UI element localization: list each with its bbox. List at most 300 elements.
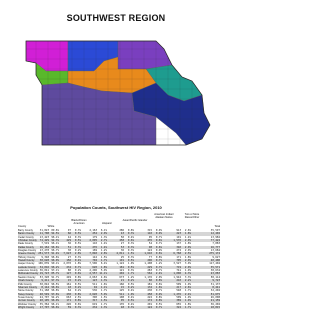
table-cell-black: 171 — [66, 299, 71, 303]
table-cell-asian: 181 — [119, 265, 124, 269]
table-cell-white-pct: 96.1% — [51, 302, 59, 306]
table-cell-hispanic: 620 — [92, 265, 97, 269]
table-cell-asian-pct: 0.3% — [127, 249, 134, 253]
table-cell-county: Texas County — [18, 295, 34, 299]
table-cell-white-pct: 96.1% — [51, 242, 59, 246]
table-cell-other: 191 — [176, 235, 181, 239]
table-cell-american-indian: 132 — [147, 285, 152, 289]
table-cell-other: 599 — [176, 282, 181, 286]
table-cell-asian-pct: 0.3% — [127, 305, 134, 309]
table-cell-hispanic-pct: 4.6% — [100, 275, 107, 279]
region-map — [6, 35, 224, 148]
table-cell-american-indian-pct: 0.9% — [155, 292, 162, 296]
table-cell-white-pct: 96.0% — [51, 299, 59, 303]
table-cell-county: Vernon County — [18, 299, 35, 303]
table-cell-black-pct: 0.2% — [74, 289, 81, 293]
table-cell-black: 15 — [67, 279, 71, 283]
table-cell-american-indian: 110 — [147, 232, 152, 236]
table-cell-county: Laclede County — [18, 265, 36, 269]
table-cell-other-pct: 1.4% — [184, 235, 191, 239]
table-cell-other-pct: 1.9% — [184, 282, 191, 286]
table-cell-county: Howell County — [18, 259, 35, 263]
table-cell-white-pct: 94.2% — [51, 295, 59, 299]
table-cell-american-indian-pct: 0.6% — [155, 245, 162, 249]
table-cell-total: 7,883 — [212, 242, 220, 246]
table-cell-other: 210 — [176, 279, 181, 283]
table-cell-black-pct: 0.8% — [74, 299, 81, 303]
table-cell-hispanic: 142 — [92, 255, 97, 259]
table-cell-other: 223 — [176, 232, 181, 236]
table-cell-asian-pct: 0.3% — [127, 232, 134, 236]
table-cell-hispanic-pct: 1.3% — [100, 235, 107, 239]
table-cell-asian-pct: 0.3% — [127, 245, 134, 249]
table-cell-american-indian-pct: 0.7% — [155, 235, 162, 239]
missouri-region-map-svg — [6, 35, 224, 148]
table-cell-white-pct: 96.5% — [51, 282, 59, 286]
table-cell-asian-pct: 1.7% — [127, 272, 134, 276]
table-cell-white: 34,016 — [39, 265, 49, 269]
table-cell-american-indian: 77 — [148, 255, 152, 259]
table-cell-asian: 50 — [120, 235, 124, 239]
table-cell-other: 272 — [176, 249, 181, 253]
table-cell-american-indian: 435 — [147, 239, 152, 243]
table-cell-asian: 191 — [119, 259, 124, 263]
table-cell-asian-pct: 0.8% — [127, 229, 134, 232]
table-cell-total: 9,627 — [212, 255, 220, 259]
table-cell-county: Taney County — [18, 292, 34, 296]
table-cell-other: 1,942 — [173, 275, 181, 279]
table-cell-asian: 125 — [119, 289, 124, 293]
table-cell-american-indian: 458 — [147, 292, 152, 296]
table-cell-hispanic: 169 — [92, 249, 97, 253]
table-cell-black: 663 — [66, 295, 71, 299]
table-cell-hispanic: 536 — [92, 289, 97, 293]
table-cell-hispanic: 2,663 — [89, 275, 97, 279]
table-cell-total: 23,083 — [210, 272, 220, 276]
table-cell-hispanic-pct: 1.1% — [100, 285, 107, 289]
table-cell-white-pct: 93.1% — [51, 269, 59, 273]
table-cell-black-pct: 0.3% — [74, 305, 81, 309]
table-cell-county: Greene County — [18, 252, 36, 256]
table-cell-total: 13,982 — [210, 235, 220, 239]
table-cell-other-pct: 1.7% — [184, 289, 191, 293]
table-cell-black-pct: 0.2% — [74, 269, 81, 273]
table-cell-white-pct: 96.6% — [51, 305, 59, 309]
table-cell-black-pct: 0.3% — [74, 245, 81, 249]
table-cell-other-pct: 1.8% — [184, 255, 191, 259]
table-cell-total: 35,571 — [210, 265, 220, 269]
table-cell-asian: 108 — [119, 295, 124, 299]
table-cell-hispanic-pct: 1.7% — [100, 289, 107, 293]
table-cell-hispanic: 179 — [92, 235, 97, 239]
table-cell-asian-pct: 1.2% — [127, 275, 134, 279]
table-cell-hispanic: 317 — [92, 299, 97, 303]
table-cell-black-pct: 0.6% — [74, 302, 81, 306]
header-hispanic: Hispanic — [102, 222, 112, 225]
table-cell-asian-pct: 0.5% — [127, 265, 134, 269]
table-body — [18, 229, 220, 309]
table-cell-black-pct: 0.8% — [74, 275, 81, 279]
table-cell-american-indian: 54 — [148, 242, 152, 246]
table-cell-total: 77,422 — [210, 239, 220, 243]
table-cell-black-pct: 0.2% — [74, 279, 81, 283]
table-cell-other: 1,576 — [173, 239, 181, 243]
table-cell-black: 429 — [66, 239, 71, 243]
table-cell-white: 30,042 — [39, 282, 49, 286]
table-cell-hispanic: 2,620 — [89, 292, 97, 296]
table-cell-white-pct: 96.7% — [51, 249, 59, 253]
table-cell-hispanic-pct: 1.7% — [100, 259, 107, 263]
table-cell-american-indian-pct: 0.5% — [155, 302, 162, 306]
table-cell-black: 449 — [66, 275, 71, 279]
table-cell-white-pct: 89.6% — [51, 229, 59, 232]
table-cell-white: 13,423 — [39, 235, 49, 239]
table-cell-total: 12,402 — [210, 232, 220, 236]
table-cell-american-indian: 562 — [147, 272, 152, 276]
table-cell-asian: 36 — [120, 249, 124, 253]
table-cell-black-pct: 0.8% — [74, 292, 81, 296]
table-cell-hispanic: 702 — [92, 259, 97, 263]
table-cell-white: 16,162 — [39, 245, 49, 249]
table-cell-american-indian: 80 — [148, 279, 152, 283]
table-cell-other-pct: 1.9% — [184, 295, 191, 299]
table-cell-asian: 43 — [120, 232, 124, 236]
table-cell-other: 171 — [176, 255, 181, 259]
table-cell-american-indian: 95 — [148, 235, 152, 239]
table-cell-asian-pct: 1.0% — [127, 292, 134, 296]
table-cell-total: 21,159 — [210, 299, 220, 303]
table-cell-other: 719 — [176, 265, 181, 269]
table-cell-hispanic-pct: 1.8% — [100, 265, 107, 269]
table-cell-asian: 48 — [120, 305, 124, 309]
table-cell-american-indian: 283 — [147, 269, 152, 273]
table-cell-asian-pct: 0.6% — [127, 239, 134, 243]
table-cell-white-pct: 97.3% — [51, 279, 59, 283]
table-cell-black-pct: 0.2% — [74, 285, 81, 289]
table-cell-american-indian: 98 — [148, 245, 152, 249]
table-cell-black: 27 — [67, 255, 71, 259]
table-cell-county: Newton County — [18, 275, 36, 279]
table-cell-total: 36,202 — [210, 302, 220, 306]
table-cell-hispanic-pct: 1.5% — [100, 295, 107, 299]
table-cell-county: Stone County — [18, 289, 34, 293]
table-cell-american-indian: 201 — [147, 302, 152, 306]
table-cell-total: 32,202 — [210, 289, 220, 293]
table-cell-american-indian-pct: 2.0% — [155, 275, 162, 279]
table-cell-hispanic-pct: 1.4% — [100, 245, 107, 249]
table-cell-total: 38,634 — [210, 269, 220, 273]
header-county: County — [18, 225, 27, 228]
table-cell-asian-pct: 0.2% — [127, 279, 134, 283]
table-cell-total: 18,815 — [210, 305, 220, 309]
table-cell-black: 51 — [67, 245, 71, 249]
table-cell-black-pct: 0.4% — [74, 259, 81, 263]
table-cell-total: 16,777 — [210, 245, 220, 249]
table-cell-white: 48,549 — [39, 292, 49, 296]
table-cell-black: 64 — [67, 289, 71, 293]
table-cell-black: 59 — [67, 305, 71, 309]
table-cell-hispanic: 2,557 — [89, 272, 97, 276]
table-cell-asian-pct: 0.5% — [127, 259, 134, 263]
table-cell-county: Christian County — [18, 239, 37, 243]
table-cell-hispanic: 94 — [93, 285, 97, 289]
table-cell-white: 11,708 — [39, 232, 49, 236]
table-cell-total: 8,441 — [212, 285, 220, 289]
table-cell-black: 234 — [66, 265, 71, 269]
table-cell-white: 106,039 — [38, 262, 49, 266]
table-cell-asian: 1,122 — [116, 262, 124, 266]
table-cell-black-pct: 2.5% — [74, 295, 81, 299]
table-cell-white-pct: 94.5% — [51, 232, 59, 236]
table-cell-hispanic-pct: 2.8% — [100, 252, 107, 256]
table-cell-total: 275,174 — [209, 252, 220, 256]
population-table — [18, 211, 220, 309]
table-cell-white-pct: 94.3% — [51, 239, 59, 243]
table-cell-hispanic: 7,506 — [89, 262, 97, 266]
table-cell-hispanic: 234 — [92, 305, 97, 309]
table-cell-black-pct: 0.3% — [74, 229, 81, 232]
header-white: White — [47, 225, 55, 228]
table-cell-american-indian: 1,610 — [144, 252, 152, 256]
table-cell-black: 226 — [66, 302, 71, 306]
table-cell-asian-pct: 0.4% — [127, 289, 134, 293]
table-cell-other-pct: 1.8% — [184, 242, 191, 246]
table-cell-other: 6,768 — [173, 252, 181, 256]
table-cell-other: 1,000 — [173, 272, 181, 276]
table-cell-black: 2,070 — [63, 262, 71, 266]
table-cell-hispanic-pct: 2.0% — [100, 232, 107, 236]
table-cell-county: Dallas County — [18, 245, 34, 249]
table-cell-american-indian-pct: 0.7% — [155, 289, 162, 293]
table-cell-total: 35,597 — [210, 229, 220, 232]
table-cell-black: 36 — [67, 242, 71, 246]
table-cell-white: 38,628 — [39, 259, 49, 263]
table-cell-hispanic-pct: 1.6% — [100, 282, 107, 286]
table-cell-hispanic: 7,840 — [89, 252, 97, 256]
table-cell-other-pct: 2.0% — [184, 245, 191, 249]
table-cell-asian-pct: 0.3% — [127, 269, 134, 273]
table-cell-other: 137 — [176, 242, 181, 246]
table-cell-hispanic: 252 — [92, 232, 97, 236]
map-region-northeast — [118, 41, 172, 69]
table-cell-total: 31,137 — [210, 282, 220, 286]
table-cell-american-indian: 172 — [147, 299, 152, 303]
table-cell-white-pct: 96.2% — [51, 265, 59, 269]
table-cell-asian: 166 — [119, 282, 124, 286]
table-cell-hispanic-pct: 1.7% — [100, 302, 107, 306]
table-cell-other-pct: 3.0% — [184, 262, 191, 266]
header-total: Total — [214, 225, 220, 228]
table-cell-total: 51,675 — [210, 292, 220, 296]
table-cell-hispanic: 235 — [92, 245, 97, 249]
table-cell-american-indian-pct: 0.9% — [155, 249, 162, 253]
table-cell-american-indian-pct: 0.7% — [155, 265, 162, 269]
table-cell-hispanic: 390 — [92, 295, 97, 299]
table-cell-other: 3,527 — [173, 262, 181, 266]
table-cell-hispanic: 123 — [92, 279, 97, 283]
table-cell-black: 156 — [66, 259, 71, 263]
table-cell-asian-pct: 0.4% — [127, 302, 134, 306]
table-cell-asian: 95 — [120, 299, 124, 303]
table-cell-white: 74,429 — [39, 239, 49, 243]
table-cell-asian: 458 — [119, 239, 124, 243]
table-cell-black: 80 — [67, 269, 71, 273]
map-region-northwest — [26, 41, 68, 71]
table-cell-white-pct: 96.1% — [51, 235, 59, 239]
table-cell-asian-pct: 0.3% — [127, 255, 134, 259]
table-cell-black-pct: 0.3% — [74, 235, 81, 239]
table-cell-other-pct: 2.4% — [184, 292, 191, 296]
table-cell-black: 430 — [66, 292, 71, 296]
table-cell-white: 35,364 — [39, 302, 49, 306]
table-cell-other: 655 — [176, 302, 181, 306]
table-cell-american-indian-pct: 2.4% — [155, 272, 162, 276]
page-title: SOUTHWEST REGION — [66, 13, 166, 23]
table-cell-hispanic-pct: 2.7% — [100, 239, 107, 243]
table-cell-county: Wright County — [18, 305, 35, 309]
table-cell-total: 117,404 — [209, 262, 220, 266]
table-cell-white: 13,278 — [39, 249, 49, 253]
table-cell-asian: 673 — [119, 275, 124, 279]
table-cell-white-pct: 90.1% — [51, 262, 59, 266]
table-cell-asian: 15 — [120, 285, 124, 289]
table-cell-asian: 53 — [120, 245, 124, 249]
table-cell-black: 7,623 — [63, 252, 71, 256]
table-cell-american-indian-pct: 0.6% — [155, 239, 162, 243]
table-cell-white: 53,328 — [39, 275, 49, 279]
table-cell-hispanic: 511 — [92, 282, 97, 286]
table-cell-hispanic-pct: 6.1% — [100, 229, 107, 232]
table-cell-american-indian-pct: 0.7% — [155, 259, 162, 263]
table-cell-asian: 21 — [120, 279, 124, 283]
table-cell-hispanic-pct: 6.4% — [100, 262, 107, 266]
table-cell-white: 20,195 — [39, 299, 49, 303]
table-cell-black: 97 — [67, 229, 71, 232]
table-cell-asian-pct: 0.3% — [127, 242, 134, 246]
table-cell-hispanic-pct: 1.3% — [100, 305, 107, 309]
table-cell-american-indian: 222 — [147, 295, 152, 299]
table-cell-county: Hickory County — [18, 255, 36, 259]
table-cell-white: 36,041 — [39, 269, 49, 273]
table-cell-asian: 286 — [119, 229, 124, 232]
table-cell-white-pct: 85.7% — [51, 272, 59, 276]
table-cell-other-pct: 1.8% — [184, 302, 191, 306]
table-cell-american-indian-pct: 0.9% — [155, 229, 162, 232]
table-cell-black-pct: 0.5% — [74, 242, 81, 246]
table-cell-american-indian-pct: 0.7% — [155, 305, 162, 309]
table-cell-other: 509 — [176, 295, 181, 299]
table-cell-white-pct: 96.0% — [51, 259, 59, 263]
table-cell-total: 9,723 — [212, 279, 220, 283]
table-cell-black-pct: 0.5% — [74, 282, 81, 286]
table-cell-black-pct: 0.6% — [74, 272, 81, 276]
table-cell-white-pct: 96.6% — [51, 255, 59, 259]
table-cell-other: 548 — [176, 289, 181, 293]
table-cell-county: Jasper County — [18, 262, 35, 266]
table-cell-total: 40,400 — [210, 259, 220, 263]
table-cell-asian: 402 — [119, 272, 124, 276]
table-cell-black-pct: 0.5% — [74, 239, 81, 243]
table-cell-asian-pct: 1.5% — [127, 252, 134, 256]
table-cell-american-indian-pct: 0.6% — [155, 282, 162, 286]
table-cell-american-indian: 1,408 — [144, 262, 152, 266]
table-cell-other-pct: 2.0% — [184, 259, 191, 263]
header-two-or-more: Two or More Races/Other — [184, 213, 200, 219]
table-cell-county: Cedar County — [18, 235, 34, 239]
table-cell-american-indian: 1,176 — [144, 275, 152, 279]
table-cell-white: 9,348 — [41, 255, 49, 259]
table-cell-white: 31,168 — [39, 289, 49, 293]
table-cell-hispanic: 2,296 — [89, 269, 97, 273]
table-cell-other: 322 — [176, 305, 181, 309]
table-cell-black-pct: 0.7% — [74, 265, 81, 269]
table-cell-white-pct: 91.7% — [51, 275, 59, 279]
table-cell-black-pct: 0.2% — [74, 249, 81, 253]
table-cell-county: Barton County — [18, 232, 35, 236]
table-cell-american-indian-pct: 0.8% — [155, 279, 162, 283]
table-cell-hispanic-pct: 5.0% — [100, 292, 107, 296]
table-cell-american-indian: 181 — [147, 282, 152, 286]
table-cell-white-pct: 96.6% — [51, 285, 59, 289]
table-cell-asian: 135 — [119, 302, 124, 306]
table-cell-white-pct: 91.4% — [51, 252, 59, 256]
table-cell-american-indian-pct: 0.8% — [155, 295, 162, 299]
table-cell-other: 340 — [176, 245, 181, 249]
table-cell-american-indian-pct: 1.2% — [155, 262, 162, 266]
table-cell-hispanic: 2,163 — [89, 229, 97, 232]
table-cell-white: 7,519 — [41, 242, 49, 246]
table-cell-white-pct: 96.8% — [51, 289, 59, 293]
table-cell-asian: 4,011 — [116, 252, 124, 256]
table-cell-total: 26,008 — [210, 295, 220, 299]
table-cell-other: 741 — [176, 269, 181, 273]
table-cell-white-pct: 96.6% — [51, 245, 59, 249]
header-american-indian: American Indian/ Alaskan Native — [154, 213, 174, 219]
table-cell-black-pct: 0.3% — [74, 255, 81, 259]
table-cell-other-pct: 1.7% — [184, 305, 191, 309]
table-cell-hispanic-pct: 1.5% — [100, 255, 107, 259]
table-cell-county: Barry County — [18, 229, 33, 232]
table-cell-other-pct: 3.3% — [184, 275, 191, 279]
table-cell-black: 44 — [67, 235, 71, 239]
table-cell-american-indian-pct: 0.6% — [155, 252, 162, 256]
table-cell-county: Shannon County — [18, 285, 37, 289]
table-cell-other-pct: 2.0% — [184, 249, 191, 253]
table-cell-asian-pct: 0.2% — [127, 285, 134, 289]
table-cell-hispanic-pct: 1.2% — [100, 249, 107, 253]
table-cell-american-indian-pct: 0.7% — [155, 242, 162, 246]
table-cell-other: 913 — [176, 229, 181, 232]
table-cell-hispanic-pct: 11.1% — [99, 272, 107, 276]
table-cell-county: Webster County — [18, 302, 37, 306]
table-cell-hispanic-pct: 1.5% — [100, 299, 107, 303]
table-cell-asian: 27 — [120, 242, 124, 246]
table-cell-other: 389 — [176, 299, 181, 303]
table-cell-other-pct: 2.0% — [184, 265, 191, 269]
table-cell-county: McDonald County — [18, 272, 39, 276]
table-cell-black-pct: 1.8% — [74, 262, 81, 266]
table-title: Population Counts, Southwest HIV Region, 2010 — [70, 205, 162, 210]
table-cell-black: 161 — [66, 282, 71, 286]
table-cell-total: 58,114 — [210, 275, 220, 279]
table-cell-county: Ozark County — [18, 279, 34, 283]
table-cell-white: 8,144 — [41, 285, 49, 289]
table-cell-hispanic-pct: 1.4% — [100, 242, 107, 246]
table-cell-other: 1,235 — [173, 292, 181, 296]
table-cell-american-indian: 230 — [147, 289, 152, 293]
table-cell-american-indian-pct: 0.7% — [155, 269, 162, 273]
table-cell-asian-pct: 0.5% — [127, 299, 134, 303]
